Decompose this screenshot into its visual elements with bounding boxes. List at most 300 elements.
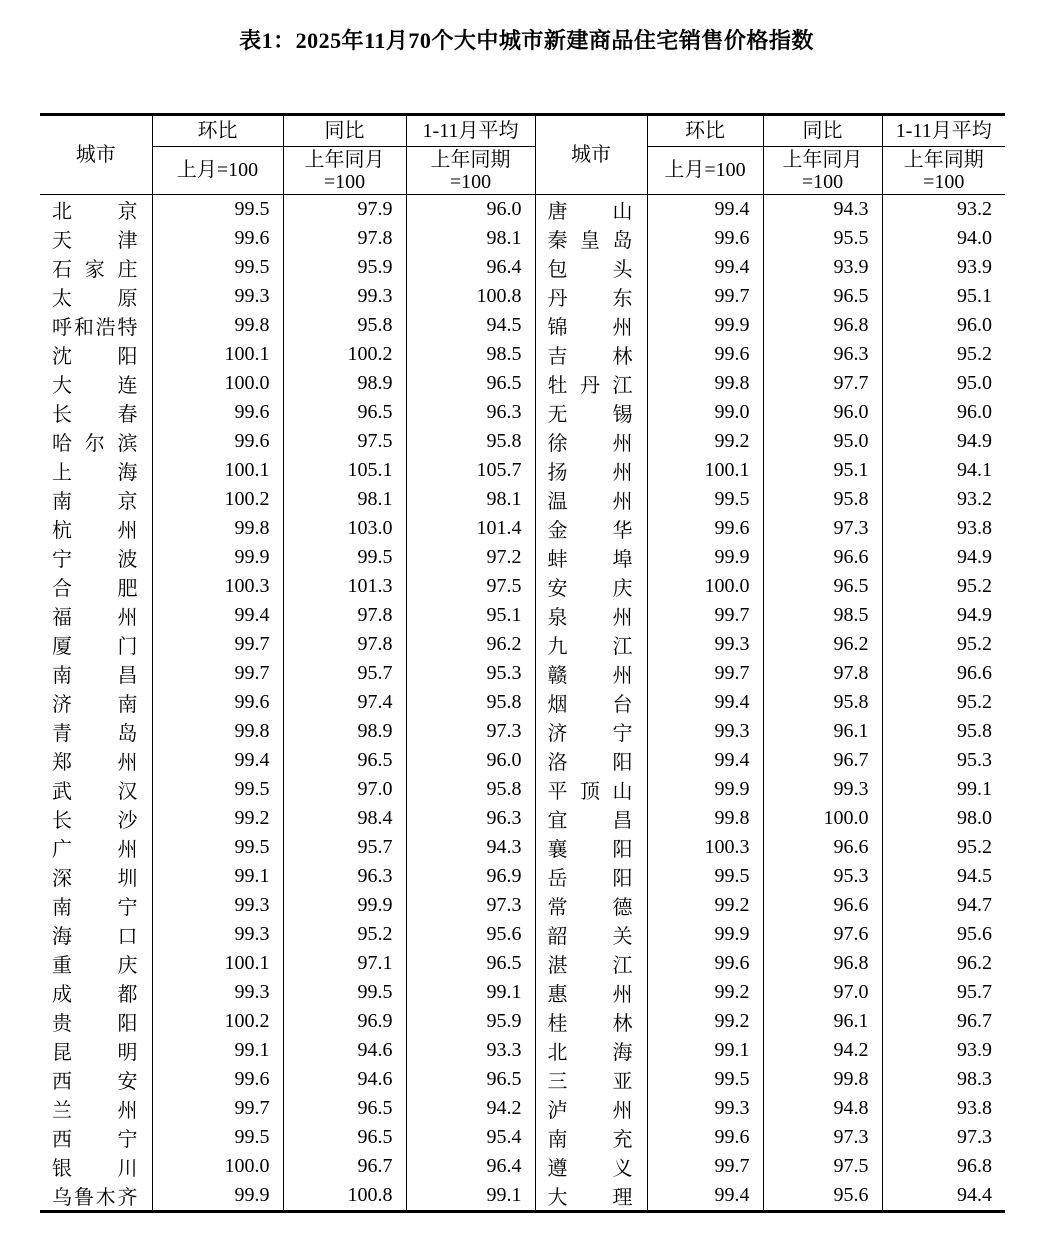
yoy-cell: 96.3	[763, 340, 882, 369]
city-name: 南 昌	[52, 665, 138, 687]
avg-cell: 93.8	[882, 1094, 1005, 1123]
mom-cell: 99.7	[647, 1152, 763, 1181]
header-yoy-left: 同比	[283, 115, 406, 147]
city-name: 青 岛	[52, 723, 138, 745]
mom-cell: 99.0	[647, 398, 763, 427]
city-name: 遵 义	[547, 1158, 633, 1180]
city-cell	[535, 282, 647, 311]
yoy-cell: 97.8	[283, 224, 406, 253]
header-avg-right: 1-11月平均	[882, 115, 1005, 147]
mom-cell: 99.5	[152, 195, 283, 225]
mom-cell: 99.3	[152, 920, 283, 949]
city-name: 厦 门	[52, 636, 138, 658]
city-cell	[40, 630, 152, 659]
table-row	[40, 978, 1005, 1007]
avg-cell: 96.0	[882, 311, 1005, 340]
avg-cell: 93.2	[882, 195, 1005, 225]
table-row	[40, 949, 1005, 978]
avg-cell: 94.9	[882, 601, 1005, 630]
city-cell	[535, 1007, 647, 1036]
city-cell	[535, 398, 647, 427]
city-cell	[535, 456, 647, 485]
mom-cell: 100.0	[647, 572, 763, 601]
city-name: 宜 昌	[547, 810, 633, 832]
city-cell	[40, 543, 152, 572]
header-mom-left: 环比	[152, 115, 283, 147]
avg-cell: 96.9	[406, 862, 535, 891]
city-cell	[535, 311, 647, 340]
yoy-cell: 95.3	[763, 862, 882, 891]
header-avg-left: 1-11月平均	[406, 115, 535, 147]
city-cell	[535, 1036, 647, 1065]
yoy-cell: 96.2	[763, 630, 882, 659]
city-name: 宁 波	[52, 549, 138, 571]
mom-cell: 99.4	[647, 746, 763, 775]
header-mom-base-text: 上月=100	[176, 159, 259, 181]
city-name: 郑 州	[52, 752, 138, 774]
city-cell	[535, 1152, 647, 1181]
yoy-cell: 95.0	[763, 427, 882, 456]
mom-cell: 99.2	[152, 804, 283, 833]
mom-cell: 99.5	[647, 862, 763, 891]
city-name: 无 锡	[547, 404, 633, 426]
mom-cell: 99.6	[152, 398, 283, 427]
table-row	[40, 456, 1005, 485]
mom-cell: 99.7	[647, 601, 763, 630]
city-name: 贵 阳	[52, 1013, 138, 1035]
city-cell	[40, 1152, 152, 1181]
header-mom-base-left	[152, 147, 283, 195]
mom-cell: 99.6	[647, 224, 763, 253]
yoy-cell: 97.5	[283, 427, 406, 456]
city-name: 襄 阳	[547, 839, 633, 861]
yoy-cell: 98.4	[283, 804, 406, 833]
city-cell	[535, 369, 647, 398]
header-yoy-base-line2: =100	[801, 170, 844, 193]
city-cell	[40, 485, 152, 514]
avg-cell: 100.8	[406, 282, 535, 311]
yoy-cell: 95.1	[763, 456, 882, 485]
city-name: 石 家 庄	[52, 259, 138, 281]
mom-cell: 100.3	[152, 572, 283, 601]
mom-cell: 99.5	[152, 253, 283, 282]
header-yoy-base-left	[283, 147, 406, 195]
mom-cell: 100.3	[647, 833, 763, 862]
avg-cell: 95.8	[406, 427, 535, 456]
yoy-cell: 96.5	[283, 1123, 406, 1152]
avg-cell: 95.2	[882, 340, 1005, 369]
city-cell	[535, 427, 647, 456]
city-name: 重 庆	[52, 955, 138, 977]
mom-cell: 99.3	[647, 717, 763, 746]
header-mom-right: 环比	[647, 115, 763, 147]
city-cell	[535, 891, 647, 920]
table-row	[40, 746, 1005, 775]
mom-cell: 99.6	[152, 688, 283, 717]
city-name: 兰 州	[52, 1100, 138, 1122]
avg-cell: 97.2	[406, 543, 535, 572]
city-cell	[535, 1123, 647, 1152]
yoy-cell: 97.0	[763, 978, 882, 1007]
mom-cell: 100.1	[152, 456, 283, 485]
yoy-cell: 97.7	[763, 369, 882, 398]
yoy-cell: 95.6	[763, 1181, 882, 1212]
avg-cell: 95.8	[406, 775, 535, 804]
avg-cell: 95.6	[882, 920, 1005, 949]
yoy-cell: 97.3	[763, 1123, 882, 1152]
avg-cell: 94.7	[882, 891, 1005, 920]
yoy-cell: 96.7	[283, 1152, 406, 1181]
avg-cell: 98.3	[882, 1065, 1005, 1094]
city-name: 哈 尔 滨	[52, 433, 138, 455]
header-avg-base-line1: 上年同期	[430, 148, 511, 171]
city-cell	[40, 572, 152, 601]
yoy-cell: 93.9	[763, 253, 882, 282]
mom-cell: 99.9	[647, 920, 763, 949]
avg-cell: 94.1	[882, 456, 1005, 485]
city-cell	[535, 746, 647, 775]
city-cell	[40, 195, 152, 225]
city-cell	[40, 514, 152, 543]
city-name: 锦 州	[547, 317, 633, 339]
avg-cell: 93.9	[882, 1036, 1005, 1065]
yoy-cell: 97.6	[763, 920, 882, 949]
mom-cell: 99.1	[152, 1036, 283, 1065]
page-title: 表1：2025年11月70个大中城市新建商品住宅销售价格指数	[239, 28, 814, 53]
yoy-cell: 100.2	[283, 340, 406, 369]
mom-cell: 99.2	[647, 1007, 763, 1036]
header-avg-base-left	[406, 147, 535, 195]
avg-cell: 96.8	[882, 1152, 1005, 1181]
table-row	[40, 572, 1005, 601]
city-cell	[535, 543, 647, 572]
city-cell	[40, 601, 152, 630]
yoy-cell: 99.3	[283, 282, 406, 311]
mom-cell: 99.3	[152, 891, 283, 920]
yoy-cell: 96.1	[763, 1007, 882, 1036]
city-cell	[40, 978, 152, 1007]
city-name: 烟 台	[547, 694, 633, 716]
mom-cell: 100.2	[152, 1007, 283, 1036]
yoy-cell: 96.1	[763, 717, 882, 746]
yoy-cell: 99.3	[763, 775, 882, 804]
city-cell	[40, 1065, 152, 1094]
yoy-cell: 96.5	[763, 282, 882, 311]
city-name: 岳 阳	[547, 868, 633, 890]
city-name: 平 顶 山	[547, 781, 633, 803]
city-cell	[40, 456, 152, 485]
table-row	[40, 775, 1005, 804]
city-name: 桂 林	[547, 1013, 633, 1035]
mom-cell: 99.5	[152, 1123, 283, 1152]
avg-cell: 105.7	[406, 456, 535, 485]
city-name: 泉 州	[547, 607, 633, 629]
mom-cell: 99.5	[152, 833, 283, 862]
yoy-cell: 95.8	[763, 485, 882, 514]
city-cell	[40, 369, 152, 398]
yoy-cell: 105.1	[283, 456, 406, 485]
city-name: 海 口	[52, 926, 138, 948]
mom-cell: 99.2	[647, 427, 763, 456]
header-yoy-base-line1: 上年同月	[782, 148, 863, 171]
city-name: 深 圳	[52, 868, 138, 890]
city-cell	[535, 717, 647, 746]
avg-cell: 93.9	[882, 253, 1005, 282]
city-name: 济 宁	[547, 723, 633, 745]
yoy-cell: 95.5	[763, 224, 882, 253]
table-row	[40, 195, 1005, 225]
table-row	[40, 1181, 1005, 1212]
avg-cell: 95.8	[882, 717, 1005, 746]
yoy-cell: 98.9	[283, 717, 406, 746]
header-yoy-right: 同比	[763, 115, 882, 147]
yoy-cell: 96.0	[763, 398, 882, 427]
avg-cell: 95.6	[406, 920, 535, 949]
city-cell	[40, 804, 152, 833]
city-name: 长 春	[52, 404, 138, 426]
city-name: 赣 州	[547, 665, 633, 687]
mom-cell: 99.3	[152, 978, 283, 1007]
city-name: 金 华	[547, 520, 633, 542]
mom-cell: 99.7	[647, 282, 763, 311]
avg-cell: 95.9	[406, 1007, 535, 1036]
city-name: 乌 鲁 木 齐	[52, 1187, 138, 1209]
city-name: 北 京	[52, 201, 138, 223]
header-yoy-base-line1: 上年同月	[304, 148, 385, 171]
city-cell	[40, 253, 152, 282]
mom-cell: 99.3	[152, 282, 283, 311]
city-cell	[535, 224, 647, 253]
city-cell	[535, 485, 647, 514]
yoy-cell: 94.6	[283, 1036, 406, 1065]
table-row	[40, 630, 1005, 659]
mom-cell: 99.5	[647, 1065, 763, 1094]
table-row	[40, 659, 1005, 688]
mom-cell: 99.4	[152, 601, 283, 630]
avg-cell: 95.4	[406, 1123, 535, 1152]
city-name: 北 海	[547, 1042, 633, 1064]
yoy-cell: 99.8	[763, 1065, 882, 1094]
mom-cell: 99.6	[152, 1065, 283, 1094]
city-name: 济 南	[52, 694, 138, 716]
city-name: 唐 山	[547, 201, 633, 223]
yoy-cell: 97.8	[763, 659, 882, 688]
yoy-cell: 96.5	[283, 746, 406, 775]
city-name: 大 理	[547, 1187, 633, 1209]
yoy-cell: 98.9	[283, 369, 406, 398]
header-row-2	[40, 147, 1005, 195]
avg-cell: 95.3	[882, 746, 1005, 775]
table-row	[40, 891, 1005, 920]
yoy-cell: 95.7	[283, 833, 406, 862]
table-row	[40, 688, 1005, 717]
city-cell	[535, 253, 647, 282]
city-name: 惠 州	[547, 984, 633, 1006]
mom-cell: 99.4	[647, 195, 763, 225]
city-cell	[40, 833, 152, 862]
table-body	[40, 195, 1005, 1212]
yoy-cell: 95.9	[283, 253, 406, 282]
city-name: 昆 明	[52, 1042, 138, 1064]
avg-cell: 94.5	[406, 311, 535, 340]
city-cell	[535, 833, 647, 862]
avg-cell: 94.5	[882, 862, 1005, 891]
table-row	[40, 1007, 1005, 1036]
yoy-cell: 96.8	[763, 311, 882, 340]
mom-cell: 99.2	[647, 978, 763, 1007]
avg-cell: 94.2	[406, 1094, 535, 1123]
mom-cell: 99.3	[647, 1094, 763, 1123]
yoy-cell: 94.2	[763, 1036, 882, 1065]
city-name: 南 宁	[52, 897, 138, 919]
avg-cell: 94.0	[882, 224, 1005, 253]
yoy-cell: 97.0	[283, 775, 406, 804]
mom-cell: 100.1	[647, 456, 763, 485]
avg-cell: 98.1	[406, 224, 535, 253]
header-row-1	[40, 115, 1005, 147]
mom-cell: 99.3	[647, 630, 763, 659]
avg-cell: 99.1	[406, 978, 535, 1007]
table-row	[40, 1094, 1005, 1123]
avg-cell: 96.3	[406, 804, 535, 833]
header-avg-base-line1: 上年同期	[903, 148, 984, 171]
city-cell	[40, 1181, 152, 1212]
city-cell	[40, 1094, 152, 1123]
city-cell	[40, 398, 152, 427]
mom-cell: 99.4	[647, 253, 763, 282]
table-row	[40, 282, 1005, 311]
avg-cell: 95.2	[882, 688, 1005, 717]
mom-cell: 99.9	[647, 311, 763, 340]
yoy-cell: 95.7	[283, 659, 406, 688]
city-name: 徐 州	[547, 433, 633, 455]
yoy-cell: 98.5	[763, 601, 882, 630]
yoy-cell: 95.8	[763, 688, 882, 717]
city-name: 天 津	[52, 230, 138, 252]
yoy-cell: 94.3	[763, 195, 882, 225]
mom-cell: 99.1	[152, 862, 283, 891]
yoy-cell: 97.9	[283, 195, 406, 225]
city-name: 合 肥	[52, 578, 138, 600]
city-cell	[40, 659, 152, 688]
city-name: 吉 林	[547, 346, 633, 368]
table-row	[40, 804, 1005, 833]
city-cell	[40, 688, 152, 717]
yoy-cell: 96.3	[283, 862, 406, 891]
avg-cell: 98.0	[882, 804, 1005, 833]
city-name: 大 连	[52, 375, 138, 397]
city-name: 长 沙	[52, 810, 138, 832]
city-name: 牡 丹 江	[547, 375, 633, 397]
city-name: 南 京	[52, 491, 138, 513]
table-header	[40, 115, 1005, 195]
mom-cell: 99.1	[647, 1036, 763, 1065]
city-name: 丹 东	[547, 288, 633, 310]
avg-cell: 97.3	[406, 717, 535, 746]
mom-cell: 99.5	[647, 485, 763, 514]
yoy-cell: 96.8	[763, 949, 882, 978]
avg-cell: 96.3	[406, 398, 535, 427]
city-name: 洛 阳	[547, 752, 633, 774]
table-row	[40, 833, 1005, 862]
avg-cell: 96.2	[882, 949, 1005, 978]
avg-cell: 95.3	[406, 659, 535, 688]
avg-cell: 97.3	[882, 1123, 1005, 1152]
mom-cell: 100.0	[152, 369, 283, 398]
avg-cell: 96.4	[406, 1152, 535, 1181]
city-cell	[535, 775, 647, 804]
city-name: 西 宁	[52, 1129, 138, 1151]
mom-cell: 99.4	[647, 688, 763, 717]
city-cell	[40, 1123, 152, 1152]
yoy-cell: 100.8	[283, 1181, 406, 1212]
avg-cell: 97.5	[406, 572, 535, 601]
yoy-cell: 96.5	[283, 398, 406, 427]
city-cell	[535, 1181, 647, 1212]
city-cell	[535, 978, 647, 1007]
city-cell	[535, 514, 647, 543]
header-city-right: 城市	[535, 115, 647, 195]
avg-cell: 94.9	[882, 543, 1005, 572]
city-name: 福 州	[52, 607, 138, 629]
city-cell	[535, 1065, 647, 1094]
yoy-cell: 97.1	[283, 949, 406, 978]
header-mom-base-text: 上月=100	[664, 159, 746, 181]
city-cell	[535, 630, 647, 659]
mom-cell: 99.6	[647, 949, 763, 978]
header-avg-base-line2: =100	[923, 170, 965, 193]
table-row	[40, 1123, 1005, 1152]
table-row	[40, 514, 1005, 543]
city-cell	[535, 862, 647, 891]
header-yoy-base-line2: =100	[323, 170, 366, 193]
yoy-cell: 96.5	[283, 1094, 406, 1123]
avg-cell: 96.5	[406, 369, 535, 398]
yoy-cell: 100.0	[763, 804, 882, 833]
city-cell	[535, 195, 647, 225]
city-cell	[40, 1007, 152, 1036]
city-name: 上 海	[52, 462, 138, 484]
avg-cell: 94.3	[406, 833, 535, 862]
city-cell	[40, 282, 152, 311]
mom-cell: 99.6	[647, 514, 763, 543]
city-name: 广 州	[52, 839, 138, 861]
avg-cell: 99.1	[406, 1181, 535, 1212]
city-cell	[535, 804, 647, 833]
mom-cell: 99.6	[647, 340, 763, 369]
city-cell	[40, 891, 152, 920]
avg-cell: 96.0	[882, 398, 1005, 427]
city-name: 包 头	[547, 259, 633, 281]
yoy-cell: 96.6	[763, 833, 882, 862]
avg-cell: 95.8	[406, 688, 535, 717]
yoy-cell: 103.0	[283, 514, 406, 543]
header-city-left: 城市	[40, 115, 152, 195]
city-cell	[535, 920, 647, 949]
city-name: 银 川	[52, 1158, 138, 1180]
city-name: 湛 江	[547, 955, 633, 977]
city-name: 蚌 埠	[547, 549, 633, 571]
yoy-cell: 97.3	[763, 514, 882, 543]
table-row	[40, 543, 1005, 572]
header-mom-base-right	[647, 147, 763, 195]
city-name: 安 庆	[547, 578, 633, 600]
table-row	[40, 862, 1005, 891]
mom-cell: 99.9	[647, 775, 763, 804]
city-name: 成 都	[52, 984, 138, 1006]
city-name: 韶 关	[547, 926, 633, 948]
city-name: 秦 皇 岛	[547, 230, 633, 252]
